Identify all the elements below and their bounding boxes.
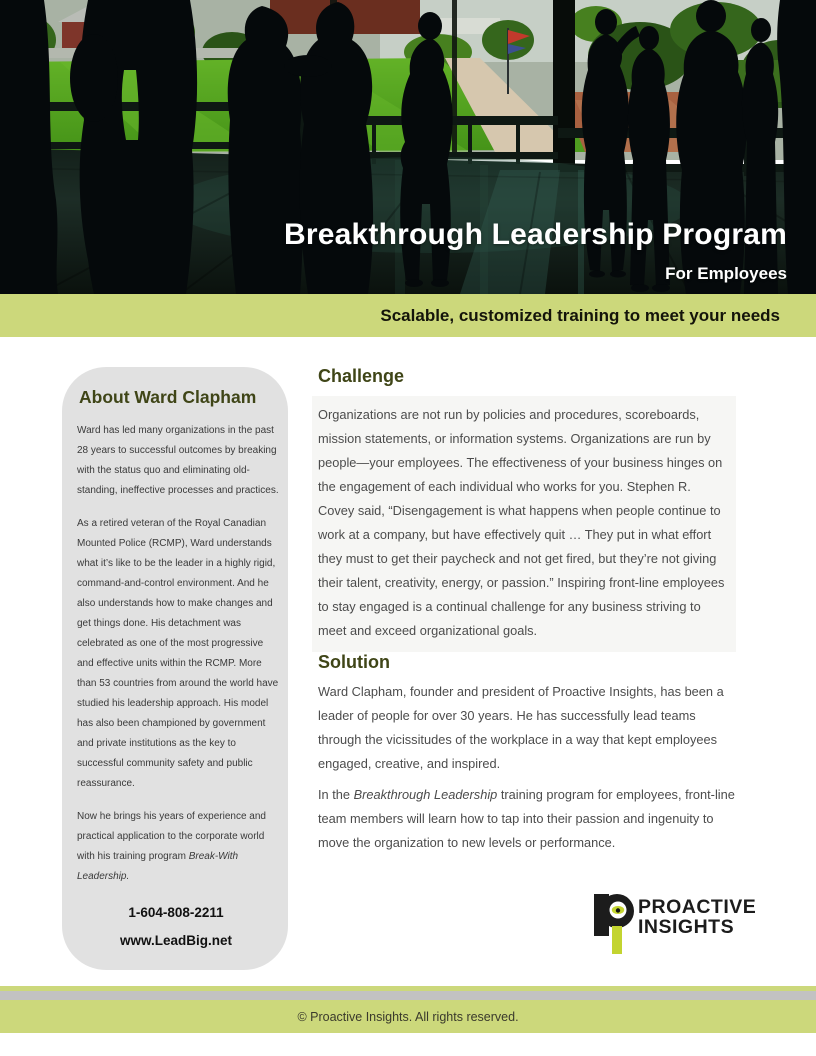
- hero: [0, 0, 816, 294]
- logo-text-line1: PROACTIVE: [638, 896, 757, 918]
- solution-heading: Solution: [318, 652, 390, 672]
- proactive-insights-logo: [594, 894, 766, 956]
- solution-paragraph-1: Ward Clapham, founder and president of Proactive Insights, has been a leader of people for over 30 years. He has successfully lead teams through the vicissitudes of the workplace in a way that kept employees engaged, creative, and inspired.: [318, 684, 724, 771]
- sidebar-about: [62, 367, 288, 970]
- copyright-text: © Proactive Insights. All rights reserved.: [297, 1009, 519, 1024]
- challenge-heading: Challenge: [318, 366, 405, 386]
- tagline-text: Scalable, customized training to meet your needs: [380, 305, 780, 325]
- logo-mark-p-icon: [594, 894, 634, 954]
- solution-paragraph-2: In the Breakthrough Leadership training program for employees, front-line team members will learn how to tap into their passion and ingenuity to move the organization to new levels or performance.: [318, 787, 735, 850]
- phone-number: 1-604-808-2211: [128, 905, 224, 920]
- sidebar-paragraph-3: Now he brings his years of experience and practical application to the corporate world with his training program Break-With Leadership.: [77, 811, 266, 882]
- challenge-body: Organizations are not run by policies and procedures, scoreboards, mission statements, or information systems. Organizations are run by people—your employees. The effectiveness of your business hinges on the engagement of each individual who works for you. Stephen R. Covey said, “Disengagement is what happens when people continue to work at a company, but have effectively quit … They put in what effort they must to get their paycheck and not get fired, but they’re not giving their talent, creativity, energy, or passion.” Inspiring front-line employees to stay engaged is a continual challenge for any business striving to meet and exceed organizational goals.: [312, 396, 736, 652]
- page-subtitle: For Employees: [665, 264, 787, 283]
- website-link[interactable]: www.LeadBig.net: [119, 933, 232, 948]
- footer-gray-bar: [0, 991, 816, 1000]
- sidebar-heading: About Ward Clapham: [79, 387, 257, 407]
- sidebar-paragraph-2: As a retired veteran of the Royal Canadian Mounted Police (RCMP), Ward understands what it’s like to be the leader in a highly rigid, command-and-control environment. And he also understands how to make changes and get things done. His detachment was celebrated as one of the most progressive and effective units within the RCMP. More than 53 countries from around the world have studied his leadership approach. His model has also been championed by government and private institutions as the key to successful community safety and public reassurance.: [77, 518, 279, 789]
- logo-text-line2: INSIGHTS: [638, 916, 735, 938]
- page-title: Breakthrough Leadership Program: [284, 218, 787, 251]
- main-content: [318, 366, 736, 855]
- sidebar-paragraph-1: Ward has led many organizations in the past 28 years to successful outcomes by breaking with the status quo and eliminating old-standing, ineffective processes and practices.: [77, 425, 279, 496]
- logo: [594, 894, 766, 961]
- footer-band: [0, 1000, 816, 1033]
- tagline-band: [0, 294, 816, 337]
